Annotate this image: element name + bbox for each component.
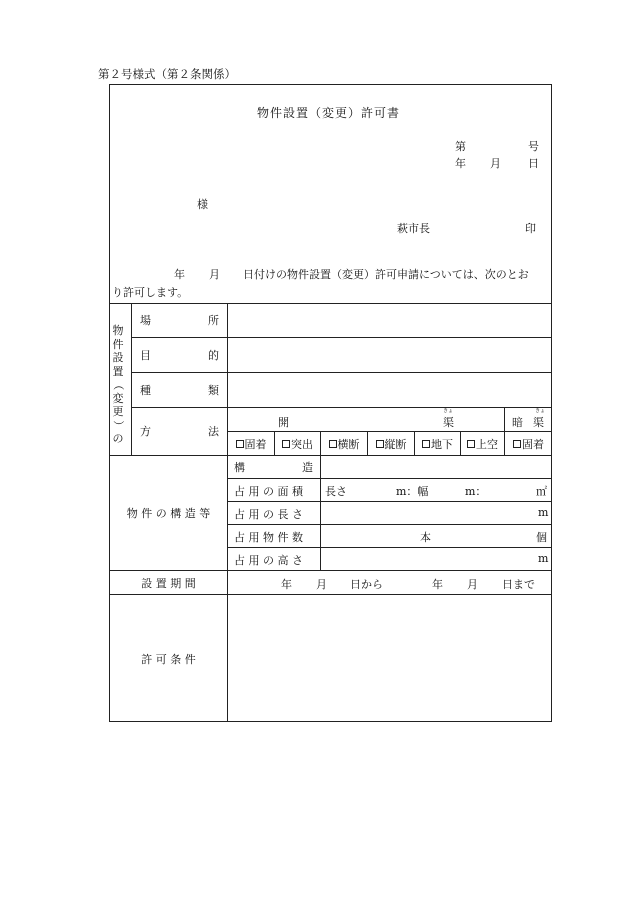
body-text-line2: り許可します。	[112, 286, 189, 299]
label-type	[140, 380, 219, 400]
label-char: 的	[208, 349, 219, 362]
label-char: 場	[140, 314, 151, 327]
checkbox-icon[interactable]	[282, 440, 290, 448]
method-kyo2-ruby: きょ	[535, 408, 546, 414]
rule	[131, 407, 552, 408]
method-an: 暗	[512, 416, 523, 429]
side-label-char: 更	[112, 405, 124, 418]
label-menseki: 占 用 の 面 積	[234, 485, 303, 498]
label-purpose	[140, 345, 219, 365]
method-kyo-ruby: きょ	[443, 408, 454, 414]
number-dai: 第	[455, 140, 466, 153]
checkbox-icon[interactable]	[513, 440, 521, 448]
side-label-char: （	[111, 379, 125, 391]
checkbox-icon[interactable]	[329, 440, 337, 448]
label-char: 種	[140, 384, 151, 397]
label-place	[140, 310, 219, 330]
option-cross[interactable]	[321, 432, 367, 455]
label-char: 法	[208, 425, 219, 438]
label-char: 造	[302, 461, 313, 474]
method-kyo2: 渠	[533, 416, 544, 429]
method-kyo: 渠	[443, 416, 454, 429]
period-from: 日から	[350, 578, 383, 591]
issuer-seal: 印	[525, 222, 536, 235]
option-underground[interactable]	[415, 432, 460, 455]
area-m: m：	[465, 485, 487, 498]
checkbox-icon[interactable]	[376, 440, 384, 448]
option-label: 横断	[337, 437, 360, 451]
checkbox-icon[interactable]	[467, 440, 475, 448]
label-nagasa: 占 用 の 長 さ	[234, 508, 303, 521]
side-label-char: 設	[112, 351, 124, 364]
option-label: 固着	[522, 437, 544, 451]
checkbox-icon[interactable]	[236, 440, 244, 448]
area-unit: ㎡	[536, 485, 547, 498]
label-method	[140, 421, 219, 441]
conditions-field[interactable]	[228, 595, 551, 721]
count-hon: 本	[420, 531, 431, 544]
period-month1: 月	[316, 578, 327, 591]
structure-field[interactable]	[321, 456, 551, 478]
rule	[227, 501, 552, 502]
structure-label: 物 件 の 構 造 等	[126, 507, 211, 520]
date-day: 日	[528, 157, 539, 170]
label-char: 構	[234, 461, 245, 474]
side-label-vertical	[111, 324, 125, 446]
body-year: 年	[174, 268, 185, 281]
option-fixed-open[interactable]	[228, 432, 274, 455]
label-char: 方	[140, 425, 151, 438]
option-label: 固着	[244, 437, 267, 451]
rule	[227, 478, 552, 479]
type-field[interactable]	[228, 373, 551, 407]
label-char: 類	[208, 384, 219, 397]
checkbox-icon[interactable]	[422, 440, 430, 448]
number-go: 号	[528, 140, 539, 153]
option-label: 突出	[291, 437, 313, 451]
date-year: 年	[455, 157, 466, 170]
option-protrude[interactable]	[275, 432, 320, 455]
option-label: 上空	[476, 437, 498, 451]
label-char: 目	[140, 349, 151, 362]
body-month: 月	[209, 268, 220, 281]
recipient-sama: 様	[197, 198, 208, 211]
side-label-char: 物	[112, 324, 124, 337]
side-label-char: 置	[112, 364, 124, 378]
height-unit: m	[538, 552, 549, 565]
purpose-field[interactable]	[228, 338, 551, 372]
side-label-char: ）	[111, 419, 125, 431]
label-kensuu: 占 用 物 件 数	[234, 531, 303, 544]
period-year2: 年	[432, 578, 443, 591]
method-kai: 開	[278, 416, 289, 429]
issuer-name: 萩市長	[397, 222, 430, 235]
count-ko: 個	[536, 531, 547, 544]
side-label-char: 件	[112, 337, 124, 351]
label-char: 所	[208, 314, 219, 327]
option-longitudinal[interactable]	[368, 432, 414, 455]
form-caption: 第２号様式（第２条関係）	[98, 67, 236, 81]
period-label: 設 置 期 間	[141, 576, 196, 590]
label-takasa: 占 用 の 高 さ	[234, 554, 303, 567]
side-label-char: 変	[112, 391, 124, 405]
length-unit: m	[538, 506, 549, 519]
period-year1: 年	[281, 578, 292, 591]
area-width: m：幅	[396, 485, 429, 498]
option-overhead[interactable]	[461, 432, 504, 455]
rule	[227, 547, 552, 548]
place-field[interactable]	[228, 304, 551, 337]
label-kouzou	[234, 457, 313, 477]
form-title: 物件設置（変更）許可書	[257, 106, 401, 120]
rule	[131, 303, 132, 455]
conditions-label: 許 可 条 件	[141, 652, 196, 666]
period-month2: 月	[467, 578, 478, 591]
date-month: 月	[490, 157, 501, 170]
area-length: 長さ	[325, 485, 347, 498]
option-label: 地下	[431, 437, 453, 451]
side-label-char: の	[112, 432, 124, 445]
body-text-line1: 日付けの物件設置（変更）許可申請については、次のとお	[243, 268, 529, 281]
rule	[227, 524, 552, 525]
period-until: 日まで	[502, 578, 535, 591]
option-label: 縦断	[384, 437, 407, 451]
option-fixed-closed[interactable]	[505, 432, 552, 455]
